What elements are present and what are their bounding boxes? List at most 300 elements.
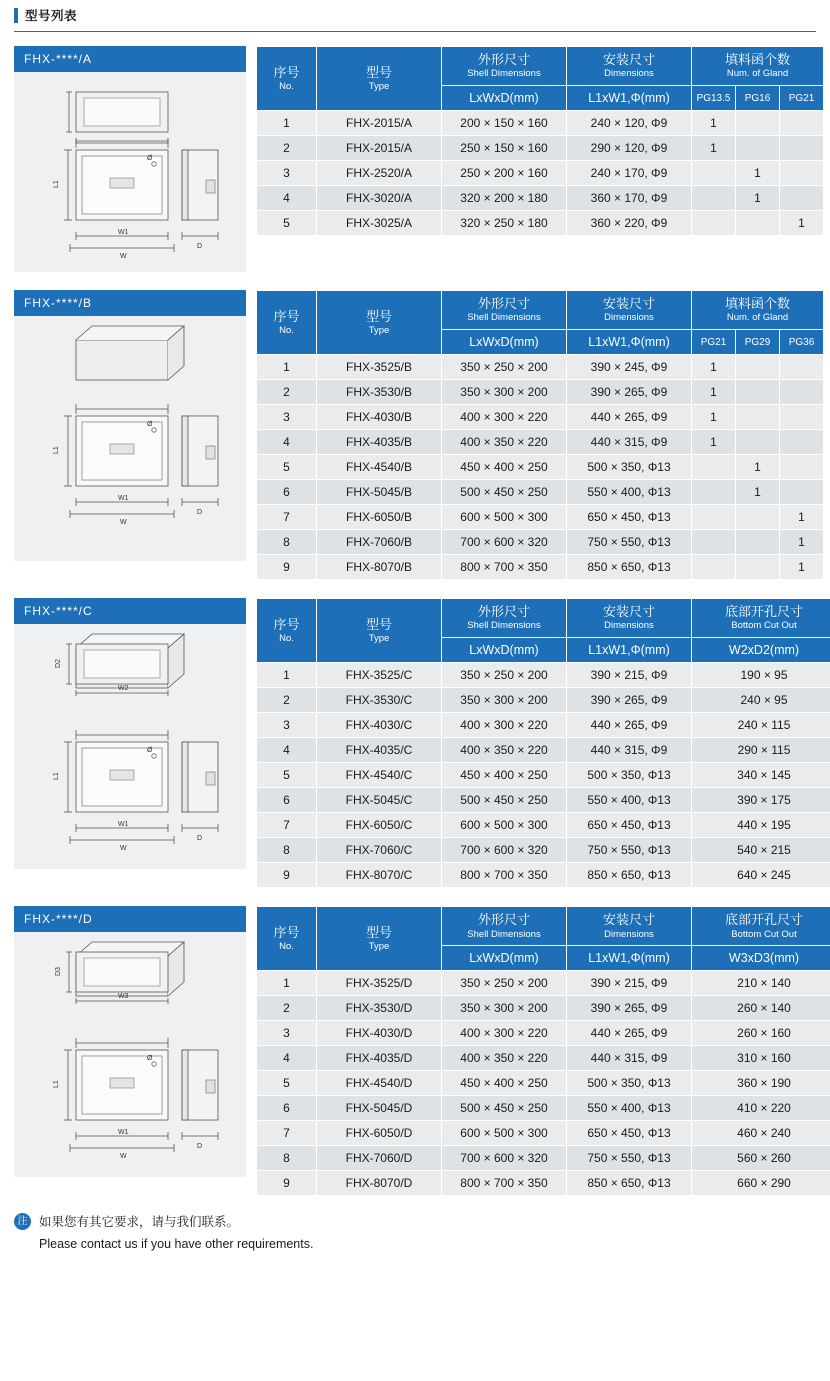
cell-gland-0: 1	[692, 380, 736, 405]
cell-shell: 600 × 500 × 300	[442, 505, 567, 530]
svg-text:W1: W1	[118, 821, 129, 829]
cell-type: FHX-4035/D	[317, 1046, 442, 1071]
cell-shell: 350 × 250 × 200	[442, 663, 567, 688]
cell-no: 7	[257, 505, 317, 530]
cell-gland-2	[780, 455, 824, 480]
header-accent-bar	[14, 8, 18, 23]
svg-text:D: D	[197, 835, 203, 843]
cell-no: 1	[257, 971, 317, 996]
table-row	[257, 355, 824, 380]
th-shell-sub: LxWxD(mm)	[442, 330, 567, 355]
cell-shell: 400 × 350 × 220	[442, 738, 567, 763]
cell-gland-1	[736, 405, 780, 430]
table-row	[257, 555, 824, 580]
th-type: 型号 Type	[317, 291, 442, 355]
cell-shell: 800 × 700 × 350	[442, 555, 567, 580]
cell-type: FHX-4540/D	[317, 1071, 442, 1096]
cell-gland-2: 1	[780, 530, 824, 555]
cell-no: 6	[257, 1096, 317, 1121]
cell-dim: 360 × 220, Φ9	[567, 211, 692, 236]
th-no: 序号 No.	[257, 291, 317, 355]
cell-gland-0	[692, 505, 736, 530]
cell-gland-2	[780, 405, 824, 430]
cell-no: 3	[257, 1021, 317, 1046]
cell-gland-2: 1	[780, 211, 824, 236]
th-last-group: 底部开孔尺寸 Bottom Cut Out	[692, 599, 830, 638]
svg-text:W: W	[120, 253, 127, 260]
cell-dim: 240 × 170, Φ9	[567, 161, 692, 186]
cell-dim: 550 × 400, Φ13	[567, 1096, 692, 1121]
model-section-a	[14, 46, 816, 272]
svg-text:W1: W1	[118, 229, 129, 236]
footer-note	[14, 1212, 816, 1255]
th-type: 型号 Type	[317, 907, 442, 971]
cell-dim: 440 × 315, Φ9	[567, 1046, 692, 1071]
cell-type: FHX-5045/C	[317, 788, 442, 813]
table-row	[257, 455, 824, 480]
table-row	[257, 788, 830, 813]
cell-type: FHX-5045/B	[317, 480, 442, 505]
table-row	[257, 1046, 830, 1071]
th-dim: 安装尺寸 Dimensions	[567, 47, 692, 86]
table-row	[257, 505, 824, 530]
cell-gland-1: 1	[736, 455, 780, 480]
svg-text:D3: D3	[55, 967, 62, 977]
cell-type: FHX-4030/D	[317, 1021, 442, 1046]
cell-cut: 310 × 160	[692, 1046, 830, 1071]
cell-no: 4	[257, 186, 317, 211]
cell-gland-0	[692, 161, 736, 186]
cell-no: 2	[257, 380, 317, 405]
cell-type: FHX-6050/B	[317, 505, 442, 530]
cell-shell: 320 × 250 × 180	[442, 211, 567, 236]
cell-no: 1	[257, 355, 317, 380]
cell-no: 5	[257, 763, 317, 788]
cell-no: 7	[257, 813, 317, 838]
technical-drawing-c	[14, 624, 246, 869]
cell-no: 5	[257, 1071, 317, 1096]
table-row	[257, 530, 824, 555]
cell-dim: 440 × 265, Φ9	[567, 405, 692, 430]
cell-type: FHX-4035/B	[317, 430, 442, 455]
th-shell: 外形尺寸 Shell Dimensions	[442, 291, 567, 330]
th-dim-sub: L1xW1,Φ(mm)	[567, 946, 692, 971]
th-shell-sub: LxWxD(mm)	[442, 638, 567, 663]
cell-gland-0	[692, 455, 736, 480]
cell-no: 3	[257, 405, 317, 430]
cell-gland-2	[780, 161, 824, 186]
th-last-group: 底部开孔尺寸 Bottom Cut Out	[692, 907, 830, 946]
cell-dim: 550 × 400, Φ13	[567, 480, 692, 505]
table-row	[257, 1171, 830, 1196]
th-gland-1: PG16	[736, 86, 780, 111]
th-cut-sub: W3xD3(mm)	[692, 946, 830, 971]
cell-shell: 500 × 450 × 250	[442, 480, 567, 505]
th-shell-sub: LxWxD(mm)	[442, 86, 567, 111]
cell-shell: 450 × 400 × 250	[442, 763, 567, 788]
cell-gland-0	[692, 480, 736, 505]
table-row	[257, 1096, 830, 1121]
cell-gland-0	[692, 211, 736, 236]
cell-cut: 390 × 175	[692, 788, 830, 813]
table-row	[257, 136, 824, 161]
series-title-b: FHX-****/B	[14, 290, 246, 316]
svg-text:W2: W2	[118, 685, 129, 693]
technical-drawing-a	[14, 72, 246, 272]
cell-gland-1: 1	[736, 186, 780, 211]
cell-dim: 390 × 265, Φ9	[567, 996, 692, 1021]
cell-gland-2	[780, 111, 824, 136]
th-type: 型号 Type	[317, 47, 442, 111]
cell-no: 5	[257, 211, 317, 236]
cell-no: 9	[257, 555, 317, 580]
th-type: 型号 Type	[317, 599, 442, 663]
cell-type: FHX-4540/C	[317, 763, 442, 788]
cell-type: FHX-2015/A	[317, 136, 442, 161]
cell-shell: 800 × 700 × 350	[442, 863, 567, 888]
cell-shell: 350 × 300 × 200	[442, 996, 567, 1021]
th-dim: 安装尺寸 Dimensions	[567, 907, 692, 946]
cell-cut: 240 × 95	[692, 688, 830, 713]
cell-type: FHX-6050/C	[317, 813, 442, 838]
series-title-a: FHX-****/A	[14, 46, 246, 72]
cell-shell: 700 × 600 × 320	[442, 838, 567, 863]
note-line-cn: 如果您有其它要求，请与我们联系。	[39, 1215, 240, 1230]
cell-dim: 750 × 550, Φ13	[567, 1146, 692, 1171]
cell-dim: 390 × 215, Φ9	[567, 971, 692, 996]
cell-gland-1	[736, 380, 780, 405]
table-row	[257, 1146, 830, 1171]
cell-dim: 500 × 350, Φ13	[567, 455, 692, 480]
cell-gland-2: 1	[780, 505, 824, 530]
cell-cut: 360 × 190	[692, 1071, 830, 1096]
th-dim: 安装尺寸 Dimensions	[567, 291, 692, 330]
cell-type: FHX-2015/A	[317, 111, 442, 136]
spec-table-b	[256, 290, 824, 580]
cell-dim: 500 × 350, Φ13	[567, 1071, 692, 1096]
cell-type: FHX-2520/A	[317, 161, 442, 186]
cell-type: FHX-8070/B	[317, 555, 442, 580]
spec-table-a	[256, 46, 824, 236]
cell-gland-0: 1	[692, 136, 736, 161]
cell-type: FHX-3025/A	[317, 211, 442, 236]
spec-table-wrap-a	[256, 46, 824, 236]
cell-gland-2: 1	[780, 555, 824, 580]
table-row	[257, 161, 824, 186]
cell-dim: 650 × 450, Φ13	[567, 813, 692, 838]
cell-gland-0: 1	[692, 405, 736, 430]
table-row	[257, 1021, 830, 1046]
cell-dim: 850 × 650, Φ13	[567, 863, 692, 888]
cell-no: 1	[257, 111, 317, 136]
spec-table-c	[256, 598, 830, 888]
cell-shell: 350 × 300 × 200	[442, 688, 567, 713]
cell-cut: 540 × 215	[692, 838, 830, 863]
cell-dim: 500 × 350, Φ13	[567, 763, 692, 788]
cell-gland-0	[692, 555, 736, 580]
cell-gland-1	[736, 211, 780, 236]
table-row	[257, 480, 824, 505]
cell-gland-0	[692, 530, 736, 555]
th-dim: 安装尺寸 Dimensions	[567, 599, 692, 638]
cell-shell: 500 × 450 × 250	[442, 788, 567, 813]
th-dim-sub: L1xW1,Φ(mm)	[567, 330, 692, 355]
series-title-d: FHX-****/D	[14, 906, 246, 932]
table-row	[257, 1121, 830, 1146]
cell-shell: 200 × 150 × 160	[442, 111, 567, 136]
svg-text:W: W	[120, 519, 127, 526]
cell-gland-1	[736, 355, 780, 380]
cell-gland-1	[736, 430, 780, 455]
th-gland-2: PG36	[780, 330, 824, 355]
cell-type: FHX-4035/C	[317, 738, 442, 763]
svg-text:Ø: Ø	[147, 155, 153, 162]
cell-no: 6	[257, 480, 317, 505]
cell-shell: 350 × 250 × 200	[442, 971, 567, 996]
drawing-panel-b	[14, 290, 246, 561]
th-no: 序号 No.	[257, 599, 317, 663]
cell-type: FHX-8070/C	[317, 863, 442, 888]
model-section-d	[14, 906, 816, 1196]
cell-gland-0: 1	[692, 111, 736, 136]
cell-type: FHX-3020/A	[317, 186, 442, 211]
cell-no: 2	[257, 996, 317, 1021]
cell-dim: 750 × 550, Φ13	[567, 530, 692, 555]
cell-shell: 400 × 300 × 220	[442, 713, 567, 738]
th-shell: 外形尺寸 Shell Dimensions	[442, 907, 567, 946]
cell-shell: 320 × 200 × 180	[442, 186, 567, 211]
cell-type: FHX-3530/D	[317, 996, 442, 1021]
th-gland-1: PG29	[736, 330, 780, 355]
cell-cut: 240 × 115	[692, 713, 830, 738]
cell-dim: 650 × 450, Φ13	[567, 505, 692, 530]
table-row	[257, 663, 830, 688]
cell-shell: 450 × 400 × 250	[442, 455, 567, 480]
cell-no: 9	[257, 1171, 317, 1196]
cell-dim: 750 × 550, Φ13	[567, 838, 692, 863]
cell-dim: 240 × 120, Φ9	[567, 111, 692, 136]
technical-drawing-d	[14, 932, 246, 1177]
series-title-c: FHX-****/C	[14, 598, 246, 624]
cell-type: FHX-3525/D	[317, 971, 442, 996]
svg-text:L1: L1	[53, 446, 60, 454]
table-row	[257, 186, 824, 211]
cell-dim: 440 × 265, Φ9	[567, 1021, 692, 1046]
th-gland-0: PG13.5	[692, 86, 736, 111]
table-row	[257, 688, 830, 713]
table-row	[257, 971, 830, 996]
cell-gland-1: 1	[736, 480, 780, 505]
cell-no: 8	[257, 1146, 317, 1171]
svg-text:W1: W1	[118, 1129, 129, 1137]
model-section-b	[14, 290, 816, 580]
table-row	[257, 813, 830, 838]
cell-cut: 410 × 220	[692, 1096, 830, 1121]
cell-shell: 800 × 700 × 350	[442, 1171, 567, 1196]
th-shell: 外形尺寸 Shell Dimensions	[442, 599, 567, 638]
drawing-panel-a	[14, 46, 246, 272]
cell-no: 5	[257, 455, 317, 480]
cell-cut: 190 × 95	[692, 663, 830, 688]
cell-no: 4	[257, 738, 317, 763]
cell-type: FHX-3530/B	[317, 380, 442, 405]
svg-text:L1: L1	[53, 1080, 60, 1089]
table-row	[257, 430, 824, 455]
th-no: 序号 No.	[257, 907, 317, 971]
cell-gland-1	[736, 530, 780, 555]
svg-text:L1: L1	[53, 772, 60, 781]
svg-text:W1: W1	[118, 495, 129, 502]
spec-table-wrap-d	[256, 906, 830, 1196]
table-row	[257, 738, 830, 763]
cell-no: 4	[257, 430, 317, 455]
cell-type: FHX-4030/B	[317, 405, 442, 430]
cell-gland-0	[692, 186, 736, 211]
cell-shell: 350 × 300 × 200	[442, 380, 567, 405]
cell-gland-1	[736, 505, 780, 530]
cell-no: 3	[257, 161, 317, 186]
page-title: 型号列表	[25, 9, 78, 23]
cell-shell: 450 × 400 × 250	[442, 1071, 567, 1096]
cell-type: FHX-8070/D	[317, 1171, 442, 1196]
cell-shell: 400 × 350 × 220	[442, 430, 567, 455]
table-row	[257, 1071, 830, 1096]
spec-table-wrap-c	[256, 598, 830, 888]
cell-no: 8	[257, 838, 317, 863]
th-shell-sub: LxWxD(mm)	[442, 946, 567, 971]
table-row	[257, 211, 824, 236]
svg-text:D: D	[197, 243, 203, 250]
drawing-panel-c	[14, 598, 246, 869]
cell-dim: 390 × 215, Φ9	[567, 663, 692, 688]
cell-dim: 390 × 265, Φ9	[567, 380, 692, 405]
cell-shell: 350 × 250 × 200	[442, 355, 567, 380]
header-divider	[14, 31, 816, 32]
cell-dim: 650 × 450, Φ13	[567, 1121, 692, 1146]
cell-no: 4	[257, 1046, 317, 1071]
cell-shell: 500 × 450 × 250	[442, 1096, 567, 1121]
cell-no: 7	[257, 1121, 317, 1146]
svg-text:D: D	[197, 509, 203, 516]
spec-table-wrap-b	[256, 290, 824, 580]
cell-dim: 440 × 265, Φ9	[567, 713, 692, 738]
technical-drawing-b	[14, 316, 246, 561]
svg-text:W3: W3	[118, 993, 129, 1001]
cell-dim: 440 × 315, Φ9	[567, 738, 692, 763]
svg-text:D2: D2	[55, 659, 62, 669]
cell-shell: 250 × 200 × 160	[442, 161, 567, 186]
cell-type: FHX-5045/D	[317, 1096, 442, 1121]
cell-no: 2	[257, 688, 317, 713]
svg-text:Ø: Ø	[147, 421, 153, 428]
cell-no: 9	[257, 863, 317, 888]
cell-dim: 290 × 120, Φ9	[567, 136, 692, 161]
th-gland-2: PG21	[780, 86, 824, 111]
th-no: 序号 No.	[257, 47, 317, 111]
cell-gland-2	[780, 430, 824, 455]
cell-shell: 400 × 350 × 220	[442, 1046, 567, 1071]
cell-shell: 600 × 500 × 300	[442, 813, 567, 838]
cell-cut: 290 × 115	[692, 738, 830, 763]
table-row	[257, 863, 830, 888]
cell-shell: 400 × 300 × 220	[442, 1021, 567, 1046]
cell-type: FHX-6050/D	[317, 1121, 442, 1146]
cell-no: 6	[257, 788, 317, 813]
table-row	[257, 380, 824, 405]
spec-table-d	[256, 906, 830, 1196]
drawing-panel-d	[14, 906, 246, 1177]
svg-text:D: D	[197, 1143, 203, 1151]
cell-dim: 550 × 400, Φ13	[567, 788, 692, 813]
cell-gland-2	[780, 480, 824, 505]
svg-text:Ø: Ø	[147, 747, 153, 755]
cell-type: FHX-4030/C	[317, 713, 442, 738]
svg-text:W: W	[120, 1153, 127, 1161]
cell-no: 1	[257, 663, 317, 688]
table-row	[257, 405, 824, 430]
table-row	[257, 111, 824, 136]
cell-type: FHX-3530/C	[317, 688, 442, 713]
cell-gland-0: 1	[692, 355, 736, 380]
cell-cut: 260 × 160	[692, 1021, 830, 1046]
cell-gland-1	[736, 555, 780, 580]
th-dim-sub: L1xW1,Φ(mm)	[567, 86, 692, 111]
cell-shell: 600 × 500 × 300	[442, 1121, 567, 1146]
cell-type: FHX-7060/D	[317, 1146, 442, 1171]
cell-cut: 340 × 145	[692, 763, 830, 788]
cell-shell: 700 × 600 × 320	[442, 1146, 567, 1171]
cell-type: FHX-3525/C	[317, 663, 442, 688]
note-line-en: Please contact us if you have other requirements.	[39, 1236, 314, 1251]
cell-cut: 460 × 240	[692, 1121, 830, 1146]
cell-type: FHX-3525/B	[317, 355, 442, 380]
sections-container	[0, 46, 830, 1196]
cell-gland-2	[780, 136, 824, 161]
cell-gland-2	[780, 186, 824, 211]
cell-type: FHX-7060/C	[317, 838, 442, 863]
cell-dim: 440 × 315, Φ9	[567, 430, 692, 455]
cell-cut: 260 × 140	[692, 996, 830, 1021]
table-row	[257, 838, 830, 863]
cell-cut: 640 × 245	[692, 863, 830, 888]
cell-shell: 250 × 150 × 160	[442, 136, 567, 161]
th-dim-sub: L1xW1,Φ(mm)	[567, 638, 692, 663]
cell-type: FHX-7060/B	[317, 530, 442, 555]
page-header	[0, 0, 830, 28]
table-row	[257, 763, 830, 788]
cell-shell: 700 × 600 × 320	[442, 530, 567, 555]
cell-dim: 390 × 245, Φ9	[567, 355, 692, 380]
cell-gland-1	[736, 111, 780, 136]
table-row	[257, 996, 830, 1021]
cell-gland-2	[780, 355, 824, 380]
cell-dim: 390 × 265, Φ9	[567, 688, 692, 713]
cell-cut: 210 × 140	[692, 971, 830, 996]
cell-dim: 850 × 650, Φ13	[567, 1171, 692, 1196]
cell-dim: 360 × 170, Φ9	[567, 186, 692, 211]
model-section-c	[14, 598, 816, 888]
cell-gland-0: 1	[692, 430, 736, 455]
svg-text:Ø: Ø	[147, 1055, 153, 1063]
cell-no: 8	[257, 530, 317, 555]
table-row	[257, 713, 830, 738]
th-shell: 外形尺寸 Shell Dimensions	[442, 47, 567, 86]
th-gland-0: PG21	[692, 330, 736, 355]
cell-dim: 850 × 650, Φ13	[567, 555, 692, 580]
cell-cut: 660 × 290	[692, 1171, 830, 1196]
note-text	[39, 1212, 313, 1255]
cell-no: 3	[257, 713, 317, 738]
